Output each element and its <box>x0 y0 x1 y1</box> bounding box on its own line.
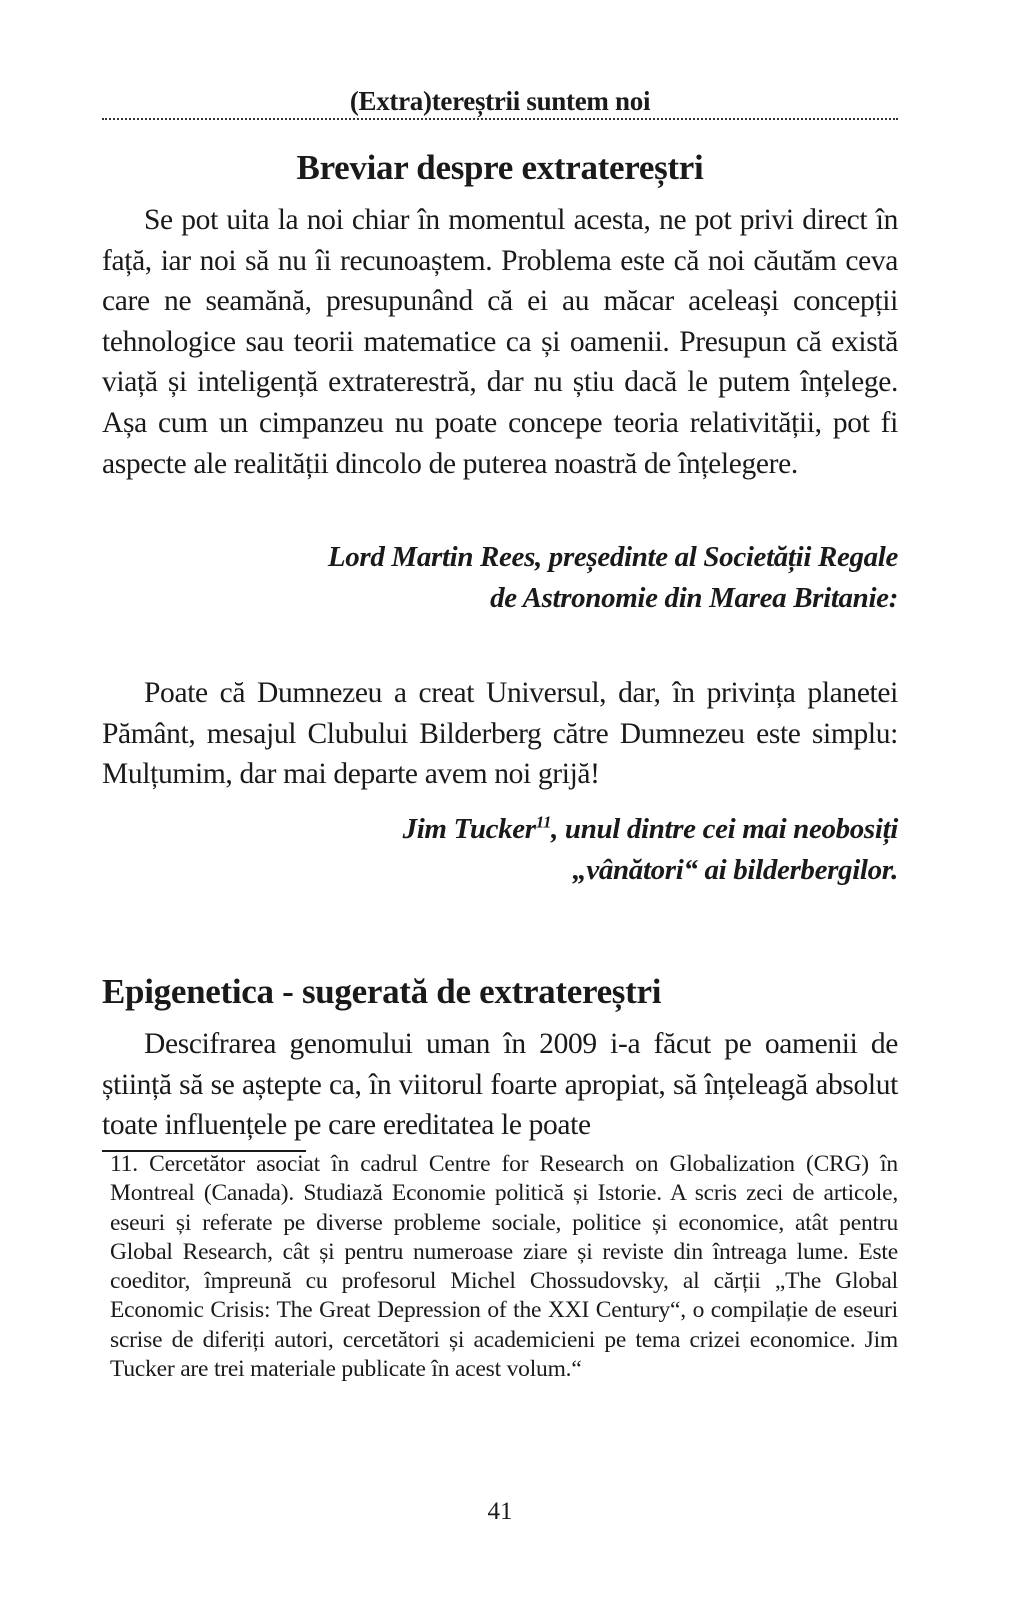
running-head-dotted-rule <box>102 118 898 120</box>
quote-rees-text: Se pot uita la noi chiar în momentul acesta, ne pot privi direct în față, iar noi să nu îi recunoaștem. Problema este că noi căutăm ceva care ne seamănă, presupunând că ei au măcar aceleași concepții tehnologice sau teorii matematice ca și oamenii. Presupun că există viață și inteligență extraterestră, dar nu știu dacă le putem înțelege. Așa cum un cimpanzeu nu poate concepe teoria relativității, pot fi aspecte ale realității dincolo de puterea noastră de înțelegere. <box>102 204 898 480</box>
attribution-tucker-line2: „vânători“ ai bilderbergilor. <box>572 854 898 886</box>
attribution-tucker-name: Jim Tucker <box>402 813 536 845</box>
epigenetica-paragraph: Descifrarea genomului uman în 2009 i-a făcut pe oamenii de știință să se aștepte ca, în viitorul foarte apropiat, să înțeleagă absolut toate influențele pe care ereditatea le poate <box>102 1028 898 1142</box>
footnote-ref-11[interactable]: 11 <box>535 812 552 832</box>
footnote-number: 11. <box>110 1151 138 1177</box>
footnote-text: Cercetător asociat în cadrul Centre for Research on Globalization (CRG) în Montreal (Canada). Studiază Economie politică și Istorie. A scris zeci de articole, eseuri și referate pe diverse probleme sociale, politice și economice, atât pentru Global Research, cât și pentru numeroase ziare și reviste din întreaga lume. Este coeditor, împreună cu profesorul Michel Chossudovsky, al cărții „The Global Economic Crisis: The Great Depression of the XXI Century“, o compilație de eseuri scrise de diferiți autori, cercetători și academicieni pe tema crizei economice. Jim Tucker are trei materiale publicate în acest volum.“ <box>110 1151 898 1383</box>
running-head: (Extra)tereștrii suntem noi <box>349 86 651 116</box>
section-title-epigenetica: Epigenetica - sugerată de extratereștri <box>102 972 662 1011</box>
section-title-breviar: Breviar despre extratereștri <box>296 148 704 187</box>
quote-bilderberg-text: Poate că Dumnezeu a creat Universul, dar, în privința planetei Pământ, mesajul Clubului Bilderberg către Dumnezeu este simplu: Mulțumim, dar mai departe avem noi grijă! <box>102 677 898 791</box>
attribution-rees-line2: de Astronomie din Marea Britanie: <box>490 582 898 614</box>
attribution-tucker-line1: Jim Tucker$^{11}$, unul dintre cei mai neobosiți <box>402 812 898 845</box>
footnote-11 <box>110 1150 898 1384</box>
page-number: 41 <box>487 1498 513 1525</box>
attribution-rees-line1: Lord Martin Rees, președinte al Societății Regale <box>327 541 898 573</box>
